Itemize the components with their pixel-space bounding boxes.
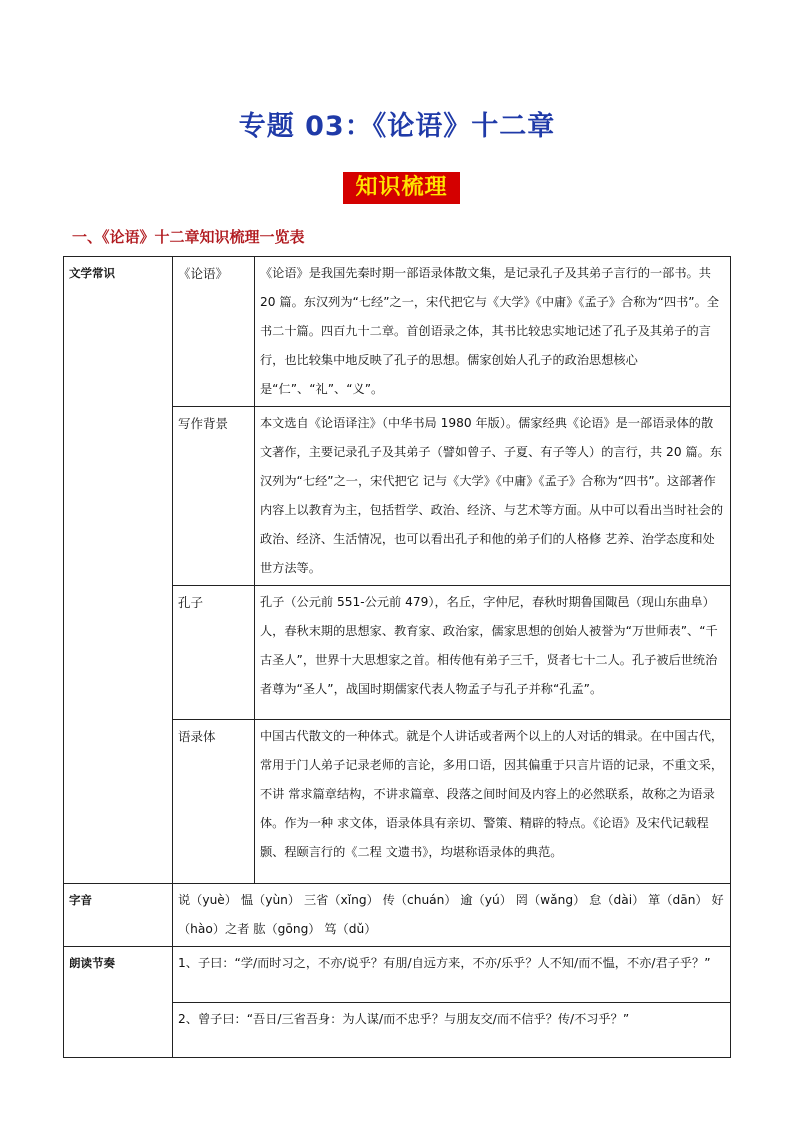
table-row <box>64 884 731 947</box>
section-heading: 一、《论语》十二章知识梳理一览表 <box>72 228 305 246</box>
rhythm-cell: 2、曾子曰：“吾日/三省吾身：为人谋/而不忠乎？与朋友交/而不信乎？传/不习乎？” <box>173 1003 731 1058</box>
content-cell: 中国古代散文的一种体式。就是个人讲话或者两个以上的人对话的辑录。在中国古代，常用于门人弟子记录老师的言论，多用口语，因其偏重于只言片语的记录，不重文采，不讲 常求篇章结构，不讲求篇章、段落之间时间及内容上的必然联系，故称之为语录体。作为一种 求文体，语录体具有亲切、警策、精辟的特点。《论语》及宋代记载程颢、程颐言行的《二程 文遗书》，均堪称语录体的典范。 <box>255 720 731 884</box>
sub-label-cell: 写作背景 <box>173 407 255 586</box>
table-row <box>64 257 731 407</box>
category-cell: 朗读节奏 <box>64 947 173 1058</box>
pronunciation-cell: 说（yuè） 愠（yùn） 三省（xǐng） 传（chuán） 逾（yú） 罔（wǎng） 怠（dài） 箪（dān） 好（hào）之者 肱（gōng） 笃（dǔ） <box>173 884 731 947</box>
page-title: 专题 03：《论语》十二章 <box>238 111 556 142</box>
content-cell: 孔子（公元前 551-公元前 479），名丘，字仲尼，春秋时期鲁国陬邑（现山东曲阜）人，春秋末期的思想家、教育家、政治家，儒家思想的创始人被誉为“万世师表”、“千古圣人”，世界十大思想家之首。相传他有弟子三千，贤者七十二人。孔子被后世统治者尊为“圣人”，战国时期儒家代表人物孟子与孔子并称“孔孟”。 <box>255 586 731 720</box>
table-row <box>64 947 731 1003</box>
content-cell: 本文选自《论语译注》（中华书局 1980 年版）。儒家经典《论语》是一部语录体的散文著作，主要记录孔子及其弟子（譬如曾子、子夏、有子等人）的言行，共 20 篇。东汉列为“七经”之一，宋代把它 记与《大学》《中庸》《孟子》合称为“四书”。这部著作内容上以教育为主，包括哲学、政治、经济、与艺术等方面。从中可以看出当时社会的政治、经济、生活情况，也可以看出孔子和他的弟子们的人格修 艺养、治学态度和处世方法等。 <box>255 407 731 586</box>
content-cell: 《论语》是我国先秦时期一部语录体散文集，是记录孔子及其弟子言行的一部书。共 20 篇。东汉列为“七经”之一，宋代把它与《大学》《中庸》《孟子》合称为“四书”。全书二十篇。四百九十二章。首创语录之体，其书比较忠实地记述了孔子及其弟子的言行，也比较集中地反映了孔子的思想。儒家创始人孔子的政治思想核心是“仁”、“礼”、“义”。 <box>255 257 731 407</box>
section-badge: 知识梳理 <box>343 172 460 204</box>
category-cell: 字音 <box>64 884 173 947</box>
sub-label-cell: 孔子 <box>173 586 255 720</box>
sub-label-cell: 《论语》 <box>173 257 255 407</box>
rhythm-cell: 1、子曰：“学/而时习之，不亦/说乎？有朋/自远方来，不亦/乐乎？人不知/而不愠，不亦/君子乎？” <box>173 947 731 1003</box>
sub-label-cell: 语录体 <box>173 720 255 884</box>
category-cell: 文学常识 <box>64 257 173 884</box>
knowledge-table <box>63 256 731 1058</box>
